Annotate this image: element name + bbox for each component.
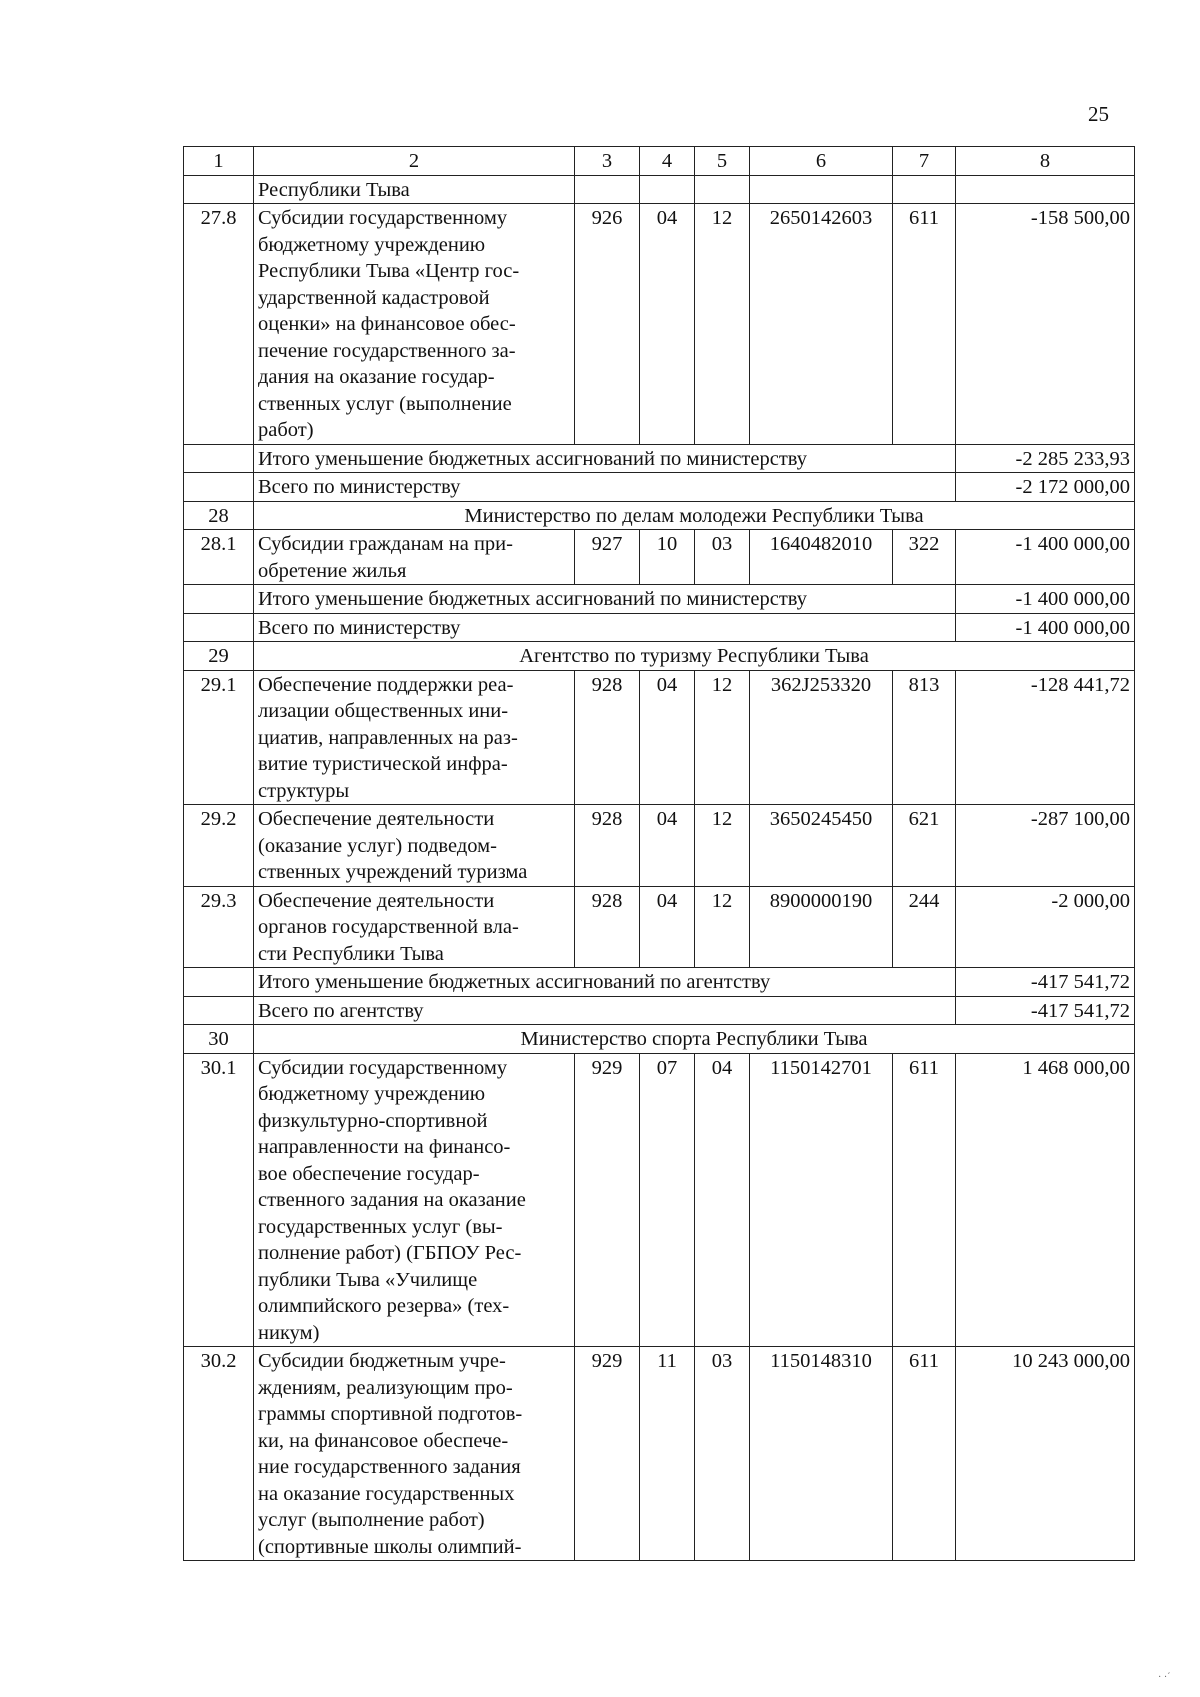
continuation-text: Республики Тыва — [254, 175, 575, 204]
table-row — [184, 805, 1135, 887]
summary-row — [184, 473, 1135, 502]
section-title: Министерство спорта Республики Тыва — [254, 1025, 1135, 1054]
empty-cell — [184, 473, 254, 502]
amount: -158 500,00 — [956, 204, 1135, 445]
subsection-code: 12 — [695, 886, 750, 968]
item-number: 30.1 — [184, 1053, 254, 1347]
summary-row — [184, 613, 1135, 642]
target-article-code: 8900000190 — [750, 886, 893, 968]
table-row — [184, 670, 1135, 805]
summary-row — [184, 444, 1135, 473]
section-heading-row — [184, 501, 1135, 530]
ministry-code: 927 — [575, 530, 640, 585]
subsection-code: 04 — [695, 1053, 750, 1347]
section-code: 10 — [640, 530, 695, 585]
subsection-code: 12 — [695, 805, 750, 887]
item-description: Субсидии государственному бюджетному учреждению Республики Тыва «Центр гос- ударственной кадастровой оценки» на финансовое обес- печение государственного за- дания на оказание государ- ственных услуг (выполнение работ) — [254, 204, 575, 445]
table-row — [184, 204, 1135, 445]
table-row — [184, 1347, 1135, 1561]
section-code: 11 — [640, 1347, 695, 1561]
column-header: 8 — [956, 147, 1135, 176]
column-header: 6 — [750, 147, 893, 176]
section-title: Агентство по туризму Республики Тыва — [254, 642, 1135, 671]
summary-label: Всего по министерству — [254, 473, 956, 502]
section-number: 28 — [184, 501, 254, 530]
expense-type-code: 621 — [893, 805, 956, 887]
empty-cell — [575, 175, 640, 204]
summary-amount: -417 541,72 — [956, 968, 1135, 997]
empty-cell — [184, 996, 254, 1025]
item-number: 29.3 — [184, 886, 254, 968]
section-code: 04 — [640, 670, 695, 805]
summary-label: Всего по министерству — [254, 613, 956, 642]
item-number: 29.1 — [184, 670, 254, 805]
section-heading-row — [184, 1025, 1135, 1054]
section-code: 04 — [640, 204, 695, 445]
column-header: 1 — [184, 147, 254, 176]
table-header-row — [184, 147, 1135, 176]
section-code: 04 — [640, 886, 695, 968]
section-number: 30 — [184, 1025, 254, 1054]
empty-cell — [184, 613, 254, 642]
subsection-code: 12 — [695, 670, 750, 805]
summary-amount: -1 400 000,00 — [956, 613, 1135, 642]
amount: -2 000,00 — [956, 886, 1135, 968]
item-description: Субсидии гражданам на при- обретение жилья — [254, 530, 575, 585]
summary-label: Итого уменьшение бюджетных ассигнований по агентству — [254, 968, 956, 997]
expense-type-code: 322 — [893, 530, 956, 585]
item-number: 27.8 — [184, 204, 254, 445]
item-number: 29.2 — [184, 805, 254, 887]
empty-cell — [695, 175, 750, 204]
item-number: 30.2 — [184, 1347, 254, 1561]
column-header: 4 — [640, 147, 695, 176]
ministry-code: 926 — [575, 204, 640, 445]
target-article-code: 1150142701 — [750, 1053, 893, 1347]
empty-cell — [184, 175, 254, 204]
empty-cell — [750, 175, 893, 204]
ministry-code: 928 — [575, 670, 640, 805]
column-header: 7 — [893, 147, 956, 176]
item-description: Обеспечение деятельности органов государственной вла- сти Республики Тыва — [254, 886, 575, 968]
column-header: 2 — [254, 147, 575, 176]
summary-amount: -2 285 233,93 — [956, 444, 1135, 473]
column-header: 3 — [575, 147, 640, 176]
table-row — [184, 530, 1135, 585]
page-number: 25 — [1088, 102, 1109, 126]
scan-speck: · ·´ — [1158, 1672, 1171, 1683]
subsection-code: 03 — [695, 530, 750, 585]
amount: -1 400 000,00 — [956, 530, 1135, 585]
summary-amount: -417 541,72 — [956, 996, 1135, 1025]
summary-label: Всего по агентству — [254, 996, 956, 1025]
target-article-code: 362J253320 — [750, 670, 893, 805]
ministry-code: 928 — [575, 805, 640, 887]
table-row — [184, 886, 1135, 968]
amount: -128 441,72 — [956, 670, 1135, 805]
item-description: Обеспечение деятельности (оказание услуг) подведом- ственных учреждений туризма — [254, 805, 575, 887]
table-row — [184, 1053, 1135, 1347]
item-number: 28.1 — [184, 530, 254, 585]
continuation-row — [184, 175, 1135, 204]
summary-row — [184, 968, 1135, 997]
empty-cell — [184, 585, 254, 614]
target-article-code: 1150148310 — [750, 1347, 893, 1561]
section-number: 29 — [184, 642, 254, 671]
amount: 10 243 000,00 — [956, 1347, 1135, 1561]
section-heading-row — [184, 642, 1135, 671]
summary-row — [184, 996, 1135, 1025]
amount: 1 468 000,00 — [956, 1053, 1135, 1347]
amount: -287 100,00 — [956, 805, 1135, 887]
ministry-code: 929 — [575, 1053, 640, 1347]
budget-table — [183, 146, 1135, 1561]
section-title: Министерство по делам молодежи Республики Тыва — [254, 501, 1135, 530]
empty-cell — [184, 968, 254, 997]
empty-cell — [893, 175, 956, 204]
ministry-code: 929 — [575, 1347, 640, 1561]
target-article-code: 1640482010 — [750, 530, 893, 585]
summary-amount: -2 172 000,00 — [956, 473, 1135, 502]
summary-amount: -1 400 000,00 — [956, 585, 1135, 614]
item-description: Обеспечение поддержки реа- лизации общественных ини- циатив, направленных на раз- витие туристической инфра- структуры — [254, 670, 575, 805]
subsection-code: 03 — [695, 1347, 750, 1561]
summary-label: Итого уменьшение бюджетных ассигнований по министерству — [254, 444, 956, 473]
section-code: 04 — [640, 805, 695, 887]
expense-type-code: 611 — [893, 1053, 956, 1347]
empty-cell — [956, 175, 1135, 204]
ministry-code: 928 — [575, 886, 640, 968]
subsection-code: 12 — [695, 204, 750, 445]
expense-type-code: 611 — [893, 204, 956, 445]
item-description: Субсидии государственному бюджетному учреждению физкультурно-спортивной направленности на финансо- вое обеспечение государ- ственного задания на оказание государственных услуг (вы- полнение работ) (ГБПОУ Рес- публики Тыва «Училище олимпийского резерва» (тех- никум) — [254, 1053, 575, 1347]
item-description: Субсидии бюджетным учре- ждениям, реализующим про- граммы спортивной подготов- ки, на финансовое обеспече- ние государственного задания на оказание государственных услуг (выполнение работ) (спортивные школы олимпий- — [254, 1347, 575, 1561]
expense-type-code: 611 — [893, 1347, 956, 1561]
expense-type-code: 244 — [893, 886, 956, 968]
summary-label: Итого уменьшение бюджетных ассигнований по министерству — [254, 585, 956, 614]
empty-cell — [640, 175, 695, 204]
summary-row — [184, 585, 1135, 614]
table-body — [184, 147, 1135, 1561]
empty-cell — [184, 444, 254, 473]
column-header: 5 — [695, 147, 750, 176]
target-article-code: 2650142603 — [750, 204, 893, 445]
section-code: 07 — [640, 1053, 695, 1347]
target-article-code: 3650245450 — [750, 805, 893, 887]
expense-type-code: 813 — [893, 670, 956, 805]
